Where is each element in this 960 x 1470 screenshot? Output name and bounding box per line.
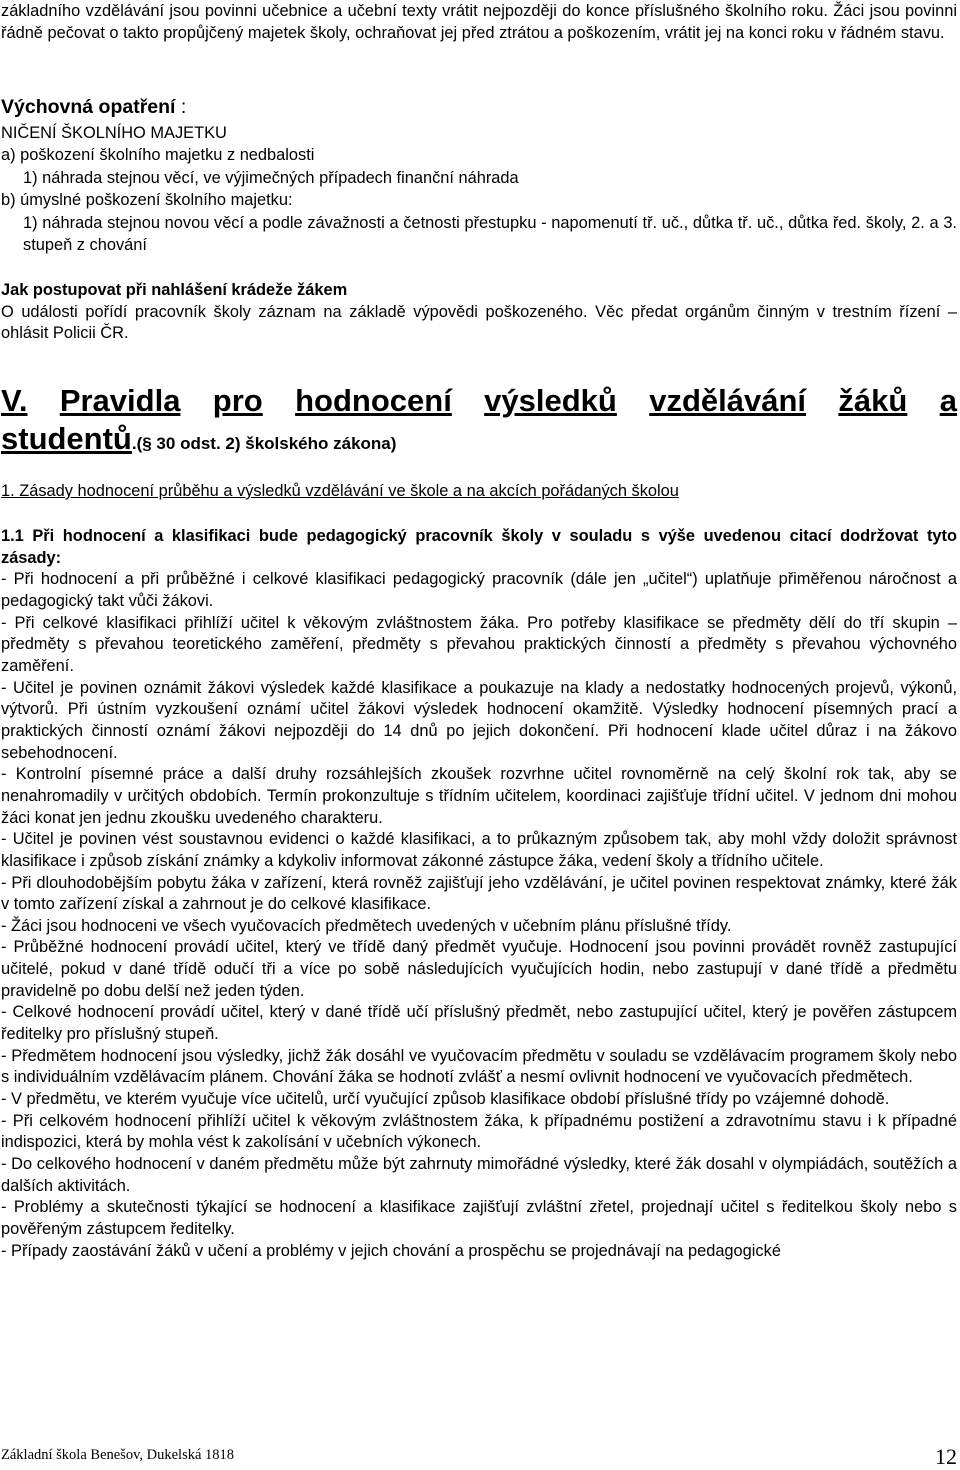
heading-word: výsledků bbox=[484, 383, 617, 418]
heading-word: žáků bbox=[838, 383, 908, 418]
legal-reference: .(§ 30 odst. 2) školského zákona) bbox=[131, 434, 397, 453]
paragraph-text: základního vzdělávání jsou povinni učebnice a učební texty vrátit nejpozději do konce příslušného školního roku. Žáci jsou povinni řádně pečovat o takto propůjčený majetek školy, ochraňovat jej před ztrátou a poškozením, vrátit jej na konci roku v řádném stavu. bbox=[1, 2, 957, 42]
subheading: NIČENÍ ŠKOLNÍHO MAJETKU bbox=[1, 124, 227, 142]
principles-section bbox=[1, 526, 957, 1262]
intro-paragraph bbox=[1, 1, 957, 44]
footer-school-name: Základní škola Benešov, Dukelská 1818 bbox=[1, 1447, 235, 1463]
principle-paragraph: - Průběžné hodnocení provádí učitel, který ve třídě daný předmět vyučuje. Hodnocení jsou povinni provádět rovněž zastupující učitelé, pokud v dané třídě odučí tři a více po sobě následujících vyučujících hodin, nebo zastupují v dané třídě a předmětu pravidelně po dobu delší než jeden týden. bbox=[1, 938, 957, 1000]
list-item-a: a) poškození školního majetku z nedbalosti bbox=[1, 146, 315, 165]
list-subitem-b1: 1) náhrada stejnou novou věcí a podle závažnosti a četnosti přestupku - napomenutí tř. uč., důtka tř. uč., důtka řed. školy, 2. a 3. stupeň z chování bbox=[23, 213, 957, 255]
heading-text: Výchovná opatření bbox=[1, 96, 176, 118]
list-item-b: b) úmyslné poškození školního majetku: bbox=[1, 191, 293, 210]
page-number: 12 bbox=[935, 1444, 957, 1469]
principle-paragraph: - Při celkové klasifikaci přihlíží učitel k věkovým zvláštnostem žáka. Pro potřeby klasifikace se předměty dělí do tří skupin – předměty s převahou teoretického zaměření, předměty s převahou praktických činností a předměty s převahou výchovného zaměření. bbox=[1, 613, 957, 675]
chapter-heading bbox=[1, 383, 957, 464]
heading-word: studentů bbox=[1, 421, 132, 456]
principle-paragraph: - Učitel je povinen vést soustavnou evidenci o každé klasifikaci, a to průkazným způsobem tak, aby mohl vždy doložit správnost klasifikace i způsob získání známky a kdykoliv informovat zákonné zástupce žáka, vedení školy a třídního učitele. bbox=[1, 830, 957, 870]
educational-measures-section bbox=[1, 92, 957, 256]
principle-paragraph: - Žáci jsou hodnoceni ve všech vyučovacích předmětech uvedených v učebním plánu příslušné třídy. bbox=[1, 916, 732, 935]
heading-word: vzdělávání bbox=[649, 383, 807, 418]
heading-word: Pravidla bbox=[59, 383, 181, 418]
principles-heading: 1.1 Při hodnocení a klasifikaci bude pedagogický pracovník školy v souladu s výše uvedenou citací dodržovat tyto zásady: bbox=[1, 527, 957, 567]
chapter-heading-line1 bbox=[1, 383, 957, 419]
section-heading bbox=[1, 92, 957, 122]
heading-word: V. bbox=[1, 383, 28, 418]
heading-word: pro bbox=[212, 383, 263, 418]
principle-paragraph: - Při celkovém hodnocení přihlíží učitel k věkovým zvláštnostem žáka, k případnému postižení a zdravotnímu stavu i k případné indispozici, která by mohla vést k zakolísání v učebních výkonech. bbox=[1, 1111, 957, 1152]
principle-paragraph: - Případy zaostávání žáků v učení a problémy v jejich chování a prospěchu se projednávají na pedagogické bbox=[1, 1241, 781, 1260]
principle-paragraph: - Do celkového hodnocení v daném předmětu může být zahrnuty mimořádné výsledky, které žák dosahl v olympiádách, soutěžích a dalších aktivitách. bbox=[1, 1155, 957, 1195]
theft-procedure-section bbox=[1, 280, 957, 345]
principle-paragraph: - Problémy a skutečnosti týkající se hodnocení a klasifikace zajišťují zvláštní zřetel, projednají učitel s ředitelkou školy nebo s pověřeným zástupcem ředitelky. bbox=[1, 1198, 957, 1238]
paragraph-text: O události pořídí pracovník školy záznam na základě výpovědi poškozeného. Věc předat orgánům činným v trestním řízení – ohlásit Policii ČR. bbox=[1, 302, 957, 343]
principle-paragraph: - Předmětem hodnocení jsou výsledky, jichž žák dosáhl ve vyučovacím předmětu v souladu se vzdělávacím programem školy nebo s individuálním vzdělávacím plánem. Chování žáka se hodnotí zvlášť a nesmí ovlivnit hodnocení ve vyučovacích předmětech. bbox=[1, 1046, 957, 1087]
subsection-heading: 1. Zásady hodnocení průběhu a výsledků vzdělávání ve škole a na akcích pořádaných školou bbox=[1, 482, 679, 500]
list-subitem-a1: 1) náhrada stejnou věcí, ve výjimečných případech finanční náhrada bbox=[23, 168, 519, 187]
principle-paragraph: - Celkové hodnocení provádí učitel, který v dané třídě učí příslušný předmět, nebo zastupující učitel, který je pověřen zástupcem ředitelky pro příslušný stupeň. bbox=[1, 1003, 957, 1044]
principle-paragraph: - Učitel je povinen oznámit žákovi výsledek každé klasifikace a poukazuje na klady a nedostatky hodnocených projevů, výkonů, výtvorů. Při ústním vyzkoušení oznámí učitel žákovi výsledek hodnocení okamžitě. Výsledky hodnocení písemných prací a praktických činností oznámí žákovi nejpozději do 14 dnů po jejich dokončení. Při hodnocení klade učitel důraz i na žákovo sebehodnocení. bbox=[1, 678, 957, 762]
chapter-heading-line2 bbox=[1, 419, 957, 464]
principle-paragraph: - V předmětu, ve kterém vyučuje více učitelů, určí vyučující způsob klasifikace období příslušné třídy po vzájemné dohodě. bbox=[1, 1090, 890, 1109]
section-heading: Jak postupovat při nahlášení krádeže žákem bbox=[1, 281, 348, 299]
heading-word: hodnocení bbox=[295, 383, 452, 418]
principle-paragraph: - Kontrolní písemné práce a další druhy rozsáhlejších zkoušek rozvrhne učitel rovnoměrně na celý školní rok tak, aby se nenahromadily v určitých obdobích. Termín prokonzultuje s třídním učitelem, koordinaci zajišťuje třídní učitel. V jednom dni mohou žáci konat jen jednu zkoušku uvedeného charakteru. bbox=[1, 765, 957, 827]
principle-paragraph: - Při dlouhodobějším pobytu žáka v zařízení, která rovněž zajišťují jeho vzdělávání, je učitel povinen respektovat známky, které žák v tomto zařízení získal a zahrnout je do celkové klasifikace. bbox=[1, 873, 957, 914]
heading-colon: : bbox=[175, 96, 187, 118]
heading-word: a bbox=[939, 383, 957, 418]
principle-paragraph: - Při hodnocení a při průběžné i celkové klasifikaci pedagogický pracovník (dále jen „učitel“) uplatňuje přiměřenou náročnost a pedagogický takt vůči žákovi. bbox=[1, 570, 957, 610]
